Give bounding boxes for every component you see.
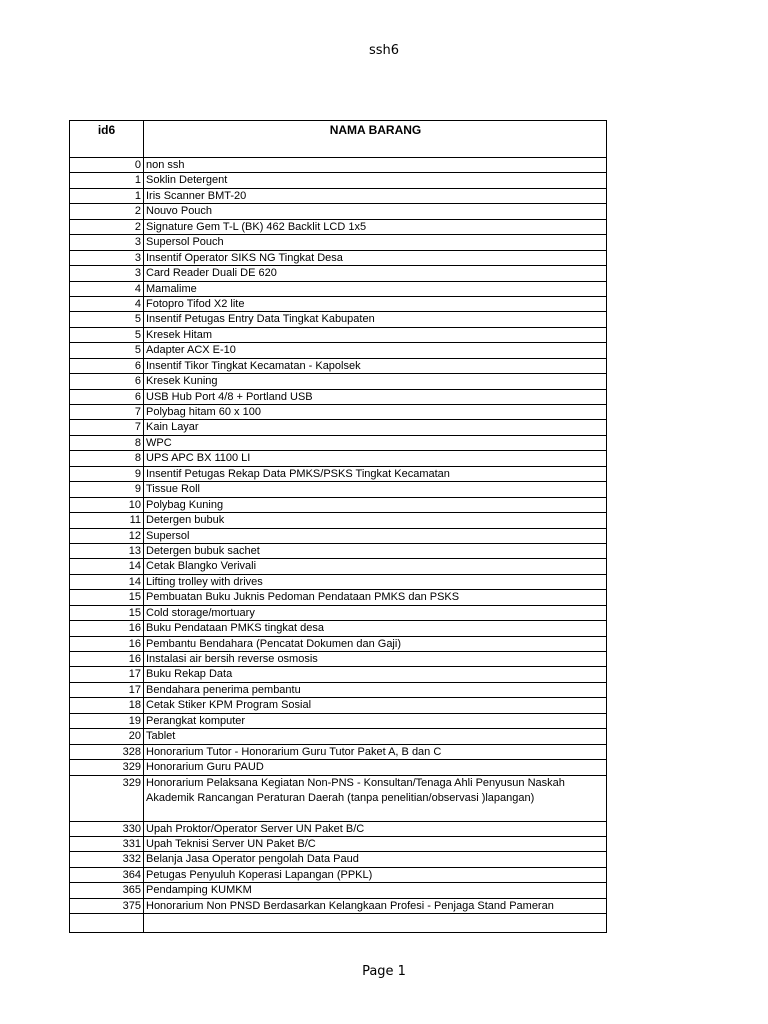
table-row <box>70 158 606 173</box>
cell-id: 16 <box>128 637 141 650</box>
table-row <box>70 621 606 636</box>
cell-id: 375 <box>122 899 141 912</box>
cell-name: Insentif Tikor Tingkat Kecamatan - Kapolsek <box>146 359 361 372</box>
cell-name: Nouvo Pouch <box>146 205 213 218</box>
cell-name: Iris Scanner BMT-20 <box>146 189 247 202</box>
cell-name: WPC <box>146 436 172 449</box>
cell-name: Upah Proktor/Operator Server UN Paket B/C <box>146 822 365 835</box>
table-row <box>70 529 606 544</box>
cell-name: UPS APC BX 1100 LI <box>146 452 251 465</box>
cell-id: 5 <box>134 313 141 326</box>
cell-name: Cetak Blangko Verivali <box>146 560 257 573</box>
cell-id: 1 <box>134 189 141 202</box>
cell-name: USB Hub Port 4/8 + Portland USB <box>146 390 313 403</box>
cell-id: 2 <box>134 220 141 233</box>
cell-name: Signature Gem T-L (BK) 462 Backlit LCD 1x5 <box>146 220 367 233</box>
table-row <box>70 776 606 822</box>
cell-id: 13 <box>128 544 141 557</box>
cell-name: Detergen bubuk sachet <box>146 544 260 557</box>
cell-id: 18 <box>128 699 141 712</box>
table-row <box>70 235 606 250</box>
table-row <box>70 482 606 497</box>
cell-id: 4 <box>134 282 141 295</box>
cell-id: 329 <box>122 776 141 789</box>
cell-name: Buku Rekap Data <box>146 668 233 681</box>
cell-name: Adapter ACX E-10 <box>146 344 236 357</box>
table-row <box>70 637 606 652</box>
table-row <box>70 390 606 405</box>
table-row <box>70 312 606 327</box>
cell-id: 7 <box>134 421 141 434</box>
cell-id: 364 <box>122 868 141 881</box>
cell-name: Pembuatan Buku Juknis Pedoman Pendataan PMKS dan PSKS <box>146 591 460 604</box>
table-row <box>70 328 606 343</box>
cell-id: 15 <box>128 591 141 604</box>
cell-id: 7 <box>134 406 141 418</box>
cell-name: Instalasi air bersih reverse osmosis <box>146 653 318 665</box>
table-row <box>70 745 606 760</box>
column-header-id: id6 <box>97 123 116 137</box>
cell-name: Honorarium Guru PAUD <box>146 761 264 774</box>
cell-id: 331 <box>122 837 141 850</box>
table-row <box>70 189 606 204</box>
cell-name: non ssh <box>146 159 185 171</box>
cell-id: 9 <box>134 483 141 496</box>
table-row <box>70 883 606 898</box>
cell-name: Lifting trolley with drives <box>146 575 263 588</box>
cell-name: Supersol <box>146 529 190 542</box>
cell-name: Petugas Penyuluh Koperasi Lapangan (PPKL) <box>146 868 373 881</box>
cell-id: 1 <box>134 174 141 187</box>
table-row <box>70 852 606 867</box>
table-header-row <box>70 121 606 158</box>
cell-id: 17 <box>128 683 141 696</box>
cell-id: 328 <box>122 745 141 758</box>
column-header-name: NAMA BARANG <box>329 123 422 137</box>
table-row <box>70 297 606 312</box>
cell-name: Tissue Roll <box>146 483 200 496</box>
table-row <box>70 204 606 219</box>
cell-id: 12 <box>128 529 141 542</box>
cell-id: 5 <box>134 344 141 357</box>
table-row <box>70 266 606 281</box>
cell-id: 0 <box>134 159 141 171</box>
table-row <box>70 837 606 852</box>
cell-id: 332 <box>122 853 141 866</box>
cell-id: 3 <box>134 267 141 280</box>
cell-id: 15 <box>128 606 141 619</box>
table-row <box>70 467 606 482</box>
table-row <box>70 652 606 667</box>
cell-id: 8 <box>134 452 141 465</box>
page-header: ssh6 <box>368 43 400 58</box>
cell-name: Polybag hitam 60 x 100 <box>146 406 261 418</box>
table-row <box>70 359 606 374</box>
cell-name: Tablet <box>146 730 176 743</box>
cell-id: 6 <box>134 375 141 388</box>
table-row <box>70 575 606 590</box>
cell-id: 8 <box>134 436 141 449</box>
table-row <box>70 173 606 188</box>
cell-name: Belanja Jasa Operator pengolah Data Paud <box>146 853 359 866</box>
cell-id: 6 <box>134 359 141 372</box>
table-row <box>70 683 606 698</box>
cell-id: 20 <box>128 730 141 743</box>
cell-name: Cetak Stiker KPM Program Sosial <box>146 699 312 712</box>
table-row <box>70 822 606 837</box>
cell-name: Buku Pendataan PMKS tingkat desa <box>146 622 324 635</box>
cell-name: Honorarium Tutor - Honorarium Guru Tutor Paket A, B dan C <box>146 745 442 758</box>
cell-name: Pendamping KUMKM <box>146 884 252 897</box>
cell-name: Supersol Pouch <box>146 236 224 249</box>
cell-name: Cold storage/mortuary <box>146 606 255 619</box>
cell-id: 16 <box>128 653 141 665</box>
table-row <box>70 374 606 389</box>
table-row <box>70 590 606 605</box>
table-body <box>70 158 606 914</box>
table-row <box>70 667 606 682</box>
table-row <box>70 343 606 358</box>
cell-id: 6 <box>134 390 141 403</box>
table-row <box>70 436 606 451</box>
cell-id: 329 <box>122 761 141 774</box>
data-table <box>69 120 607 933</box>
table-row <box>70 698 606 713</box>
table-row <box>70 451 606 466</box>
table-row <box>70 899 606 914</box>
cell-name: Upah Teknisi Server UN Paket B/C <box>146 837 316 850</box>
cell-name: Polybag Kuning <box>146 498 224 511</box>
table-row <box>70 498 606 513</box>
cell-name: Insentif Operator SIKS NG Tingkat Desa <box>146 251 343 264</box>
cell-id: 17 <box>128 668 141 681</box>
cell-name: Honorarium Non PNSD Berdasarkan Kelangkaan Profesi - Penjaga Stand Pameran <box>146 899 554 912</box>
cell-name: Kresek Hitam <box>146 328 213 341</box>
table-row <box>70 220 606 235</box>
table-row <box>70 544 606 559</box>
cell-name: Detergen bubuk <box>146 514 225 527</box>
table-row <box>70 420 606 435</box>
page-number: Page 1 <box>362 964 406 979</box>
cell-id: 16 <box>128 622 141 635</box>
cell-id: 19 <box>128 714 141 727</box>
table-row <box>70 282 606 297</box>
cell-name: Soklin Detergent <box>146 174 228 187</box>
table-row <box>70 729 606 744</box>
cell-id: 4 <box>134 297 141 310</box>
table-row <box>70 513 606 528</box>
cell-id: 3 <box>134 251 141 264</box>
cell-name: Kain Layar <box>146 421 199 434</box>
cell-id: 14 <box>128 575 141 588</box>
cell-name: Fotopro Tifod X2 lite <box>146 297 245 310</box>
cell-id: 365 <box>122 884 141 897</box>
table-row <box>70 559 606 574</box>
cell-name: Bendahara penerima pembantu <box>146 683 301 696</box>
table-row <box>70 868 606 883</box>
cell-id: 5 <box>134 328 141 341</box>
table-row <box>70 251 606 266</box>
table-row <box>70 714 606 729</box>
table-row <box>70 760 606 775</box>
cell-id: 9 <box>134 467 141 480</box>
cell-id: 330 <box>122 822 141 835</box>
cell-name: Honorarium Pelaksana Kegiatan Non-PNS - Konsultan/Tenaga Ahli Penyusun Naskah Akademik Rancangan Peraturan Daerah (tanpa penelitian/observasi )lapangan) <box>146 776 565 804</box>
table-row <box>70 606 606 621</box>
cell-name: Perangkat komputer <box>146 714 246 727</box>
cell-id: 3 <box>134 236 141 249</box>
cell-name: Mamalime <box>146 282 197 295</box>
cell-name: Insentif Petugas Entry Data Tingkat Kabupaten <box>146 313 375 326</box>
cell-name: Insentif Petugas Rekap Data PMKS/PSKS Tingkat Kecamatan <box>146 467 450 480</box>
table-row <box>70 405 606 420</box>
cell-id: 11 <box>129 514 141 527</box>
cell-name: Pembantu Bendahara (Pencatat Dokumen dan Gaji) <box>146 637 401 650</box>
cell-id: 2 <box>134 205 141 218</box>
cell-name: Kresek Kuning <box>146 375 218 388</box>
cell-id: 10 <box>128 498 141 511</box>
cell-name: Card Reader Duali DE 620 <box>146 267 277 280</box>
cell-id: 14 <box>128 560 141 573</box>
